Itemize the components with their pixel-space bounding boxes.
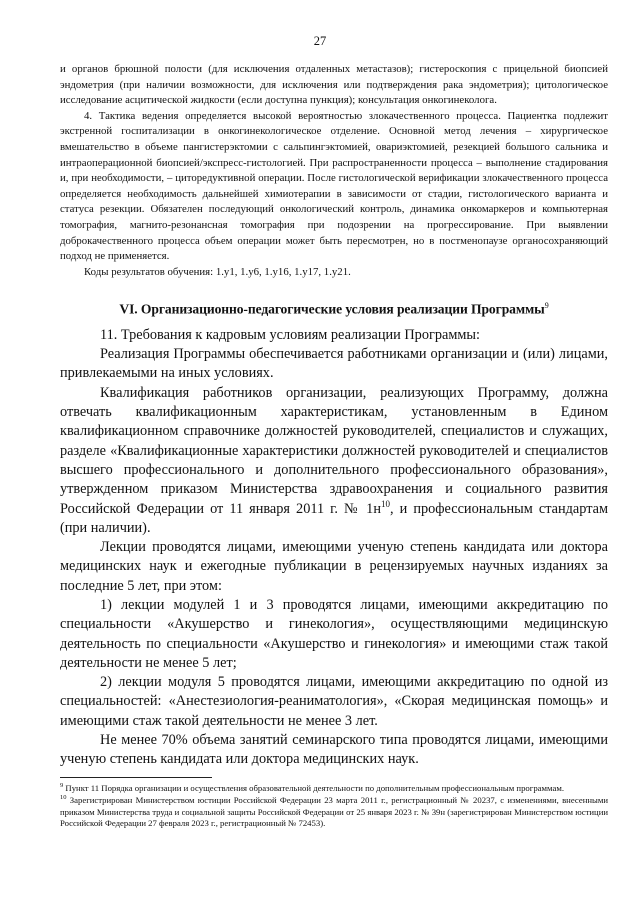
paragraph-diagnostics: и органов брюшной полости (для исключения отдаленных метастазов); гистероскопия с прицельной биопсией эндометрия (при наличии возможности, для исключения или подтверждения рака эндометрия); цитологическое исследование асцитической жидкости (если доступна пункция); консультация онкогинеколога. <box>60 63 608 107</box>
qualification-text-end: , и профессиональным стандартам (при наличии). <box>60 500 609 536</box>
paragraph-implementation: Реализация Программы обеспечивается работниками организации и (или) лицами, привлекаемыми на иных условиях. <box>60 346 608 382</box>
paragraph-staff-requirements: 11. Требования к кадровым условиям реализации Программы: <box>100 326 480 343</box>
section-body <box>60 326 608 770</box>
page-number: 27 <box>313 34 327 48</box>
paragraph-seminars: Не менее 70% объема занятий семинарского типа проводятся лицами, имеющими ученую степень кандидата или доктора медицинских наук. <box>60 732 608 768</box>
footnote-9-text: Пункт 11 Порядка организации и осуществления образовательной деятельности по дополнительным профессиональным программам. <box>63 783 564 793</box>
section-heading <box>60 301 608 318</box>
footnote-9 <box>60 783 608 794</box>
footnote-10-text: Зарегистрирован Министерством юстиции Российской Федерации 23 марта 2011 г., регистрационный № 20237, с изменениями, внесенными приказом Министерства труда и социальной защиты Российской Федерации от 25 января 2023 г. № 39н (зарегистрирован Министерством юстиции Российской Федерации 27 февраля 2023 г., регистрационный № 72453). <box>60 795 608 828</box>
footnote-divider <box>60 777 212 778</box>
page-body <box>60 62 608 770</box>
section-title: VI. Организационно-педагогические условия реализации Программы <box>119 301 545 317</box>
paragraph-lectures: Лекции проводятся лицами, имеющими ученую степень кандидата или доктора медицинских наук и ежегодные публикации в рецензируемых научных изданиях за последние 5 лет, при этом: <box>60 539 608 594</box>
footnote-10 <box>60 795 608 829</box>
case-answer-block <box>60 62 608 280</box>
footnote-ref-10: 10 <box>381 498 390 509</box>
paragraph-tactics: 4. Тактика ведения определяется высокой вероятностью злокачественного процесса. Пациентка подлежит экстренной госпитализации в онкогинекологическое отделение. Основной метод лечения – хирургическое вмешательство в объеме пангистерэктомии с сальпингэктомией, овариэктомией, резекцией большого сальника и интраоперационной биопсией/экспресс-гистологией. При распространенности процесса – выполнение стадирования и, при необходимости, – циторедуктивной операции. После гистологической верификации злокачественного процесса определяется необходимость дальнейшей химиотерапии в зависимости от стадии, гистологического варианта и статуса резекции. Обязателен последующий онкологический контроль, динамика онкомаркеров и компьютерная томография, магнито-резонансная томография при подозрении на прогрессирование. При выявлении доброкачественного процесса объем операции может быть пересмотрен, но в постменопаузе органосохраняющий подход не применяется. <box>60 109 608 263</box>
footnote-9-marker: 9 <box>60 782 64 790</box>
list-item-module-5: 2) лекции модуля 5 проводятся лицами, имеющими аккредитацию по одной из специальностей: «Анестезиология-реаниматология», «Скорая медицинская помощь» и имеющими стаж такой деятельности не менее 3 лет. <box>60 674 608 729</box>
list-item-modules-1-3: 1) лекции модулей 1 и 3 проводятся лицами, имеющими аккредитацию по специальности «Акушерство и гинекология», осуществляющими медицинскую деятельность по специальности «Акушерство и гинекология» и имеющими стаж такой деятельности не менее 5 лет; <box>60 597 608 671</box>
paragraph-qualification <box>60 384 608 538</box>
qualification-text: Квалификация работников организации, реализующих Программу, должна отвечать квалификационным характеристикам, установленным в Едином квалификационном справочнике должностей руководителей, специалистов и служащих, разделе «Квалификационные характеристики должностей руководителей и специалистов высшего профессионального и дополнительного профессионального образования», утвержденном приказом Министерства здравоохранения и социального развития Российской Федерации от 11 января 2011 г. № 1н <box>60 384 608 517</box>
footnote-ref-9: 9 <box>544 301 549 311</box>
paragraph-result-codes: Коды результатов обучения: 1.у1, 1.у6, 1.у16, 1.у17, 1.у21. <box>84 265 351 278</box>
footnotes <box>60 783 608 830</box>
footnote-10-marker: 10 <box>60 794 67 802</box>
